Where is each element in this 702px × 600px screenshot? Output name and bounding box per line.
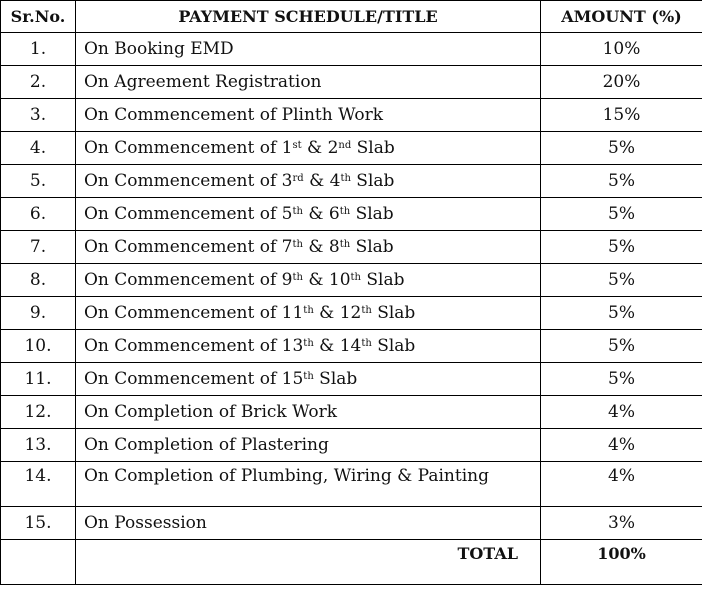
row-amount: 5% [541, 363, 702, 396]
row-title-text: & 12 [313, 303, 362, 323]
row-title [76, 429, 541, 462]
row-title-text: On Commencement of 13 [84, 336, 304, 356]
row-title-text: On Completion of Brick Work [84, 402, 338, 422]
row-amount: 5% [541, 165, 702, 198]
header-row [1, 1, 702, 33]
row-title-text: Slab [371, 303, 416, 323]
row-title-text: On Booking EMD [84, 39, 234, 59]
table-row [1, 165, 702, 198]
row-title-text: Slab [350, 171, 395, 191]
ordinal-suffix: th [361, 338, 372, 349]
row-title-text: Slab [351, 138, 395, 158]
row-amount: 4% [541, 396, 702, 429]
row-title-text: Slab [313, 369, 358, 389]
row-title [76, 132, 541, 165]
row-sr: 6. [1, 198, 76, 231]
ordinal-suffix: th [350, 272, 361, 283]
table-row [1, 297, 702, 330]
row-sr: 5. [1, 165, 76, 198]
row-title-text: On Commencement of 5 [84, 204, 293, 224]
ordinal-suffix: th [340, 173, 351, 184]
ordinal-suffix: nd [338, 140, 352, 151]
ordinal-suffix: th [303, 305, 314, 316]
total-row [1, 540, 702, 585]
row-title-text: On Completion of Plumbing, Wiring & Painting [84, 466, 489, 486]
row-title-text: & 2 [301, 138, 339, 158]
row-title [76, 231, 541, 264]
row-title-text: Slab [371, 336, 416, 356]
table-row [1, 363, 702, 396]
row-sr: 10. [1, 330, 76, 363]
header-sr: Sr.No. [1, 1, 76, 33]
row-title-text: On Agreement Registration [84, 72, 322, 92]
row-sr: 14. [1, 462, 76, 507]
row-amount: 3% [541, 507, 702, 540]
row-title-text: On Commencement of 7 [84, 237, 293, 257]
row-title [76, 165, 541, 198]
table-row [1, 396, 702, 429]
row-title-text: On Commencement of Plinth Work [84, 105, 384, 125]
total-value: 100% [541, 540, 702, 585]
row-sr: 13. [1, 429, 76, 462]
row-sr: 9. [1, 297, 76, 330]
row-title-text: On Commencement of 11 [84, 303, 304, 323]
row-amount: 4% [541, 462, 702, 507]
row-title-text: On Commencement of 1 [84, 138, 293, 158]
table-row [1, 99, 702, 132]
row-title-text: Slab [350, 204, 394, 224]
total-label: TOTAL [76, 540, 541, 585]
table-row [1, 33, 702, 66]
row-title-text: & 14 [313, 336, 362, 356]
row-sr: 3. [1, 99, 76, 132]
total-empty-cell [1, 540, 76, 585]
table-row [1, 264, 702, 297]
row-sr: 2. [1, 66, 76, 99]
row-amount: 4% [541, 429, 702, 462]
ordinal-suffix: st [292, 140, 302, 151]
table-row [1, 231, 702, 264]
row-sr: 11. [1, 363, 76, 396]
row-amount: 5% [541, 198, 702, 231]
row-sr: 8. [1, 264, 76, 297]
row-title-text: Slab [350, 237, 394, 257]
row-title-text: On Completion of Plastering [84, 435, 329, 455]
ordinal-suffix: th [303, 338, 314, 349]
row-amount: 5% [541, 132, 702, 165]
header-title: PAYMENT SCHEDULE/TITLE [76, 1, 541, 33]
ordinal-suffix: th [339, 239, 351, 250]
ordinal-suffix: th [292, 206, 303, 217]
row-sr: 4. [1, 132, 76, 165]
row-title-text: On Commencement of 15 [84, 369, 304, 389]
table-row [1, 462, 702, 507]
row-title [76, 363, 541, 396]
row-amount: 5% [541, 264, 702, 297]
ordinal-suffix: th [292, 272, 303, 283]
table-row [1, 507, 702, 540]
ordinal-suffix: th [361, 305, 372, 316]
row-title [76, 396, 541, 429]
row-sr: 12. [1, 396, 76, 429]
row-title-text: & 8 [302, 237, 340, 257]
row-title [76, 264, 541, 297]
table-row [1, 132, 702, 165]
row-title-text: On Commencement of 9 [84, 270, 293, 290]
row-amount: 10% [541, 33, 702, 66]
row-sr: 1. [1, 33, 76, 66]
row-title-text: On Commencement of 3 [84, 171, 293, 191]
row-title [76, 33, 541, 66]
row-title [76, 66, 541, 99]
row-title [76, 507, 541, 540]
row-sr: 15. [1, 507, 76, 540]
row-title-text: & 4 [303, 171, 341, 191]
ordinal-suffix: th [339, 206, 351, 217]
row-amount: 5% [541, 297, 702, 330]
row-amount: 15% [541, 99, 702, 132]
table-row [1, 198, 702, 231]
row-amount: 5% [541, 330, 702, 363]
row-title-text: & 6 [302, 204, 340, 224]
row-title [76, 198, 541, 231]
row-amount: 20% [541, 66, 702, 99]
ordinal-suffix: th [303, 371, 314, 382]
table-row [1, 66, 702, 99]
row-sr: 7. [1, 231, 76, 264]
row-title [76, 330, 541, 363]
row-title [76, 99, 541, 132]
table-row [1, 330, 702, 363]
row-title-text: On Possession [84, 513, 207, 533]
ordinal-suffix: th [292, 239, 303, 250]
ordinal-suffix: rd [292, 173, 304, 184]
row-title-text: & 10 [302, 270, 351, 290]
row-title-text: Slab [361, 270, 405, 290]
row-title [76, 462, 541, 507]
table-row [1, 429, 702, 462]
row-title [76, 297, 541, 330]
header-amount: AMOUNT (%) [541, 1, 702, 33]
row-amount: 5% [541, 231, 702, 264]
